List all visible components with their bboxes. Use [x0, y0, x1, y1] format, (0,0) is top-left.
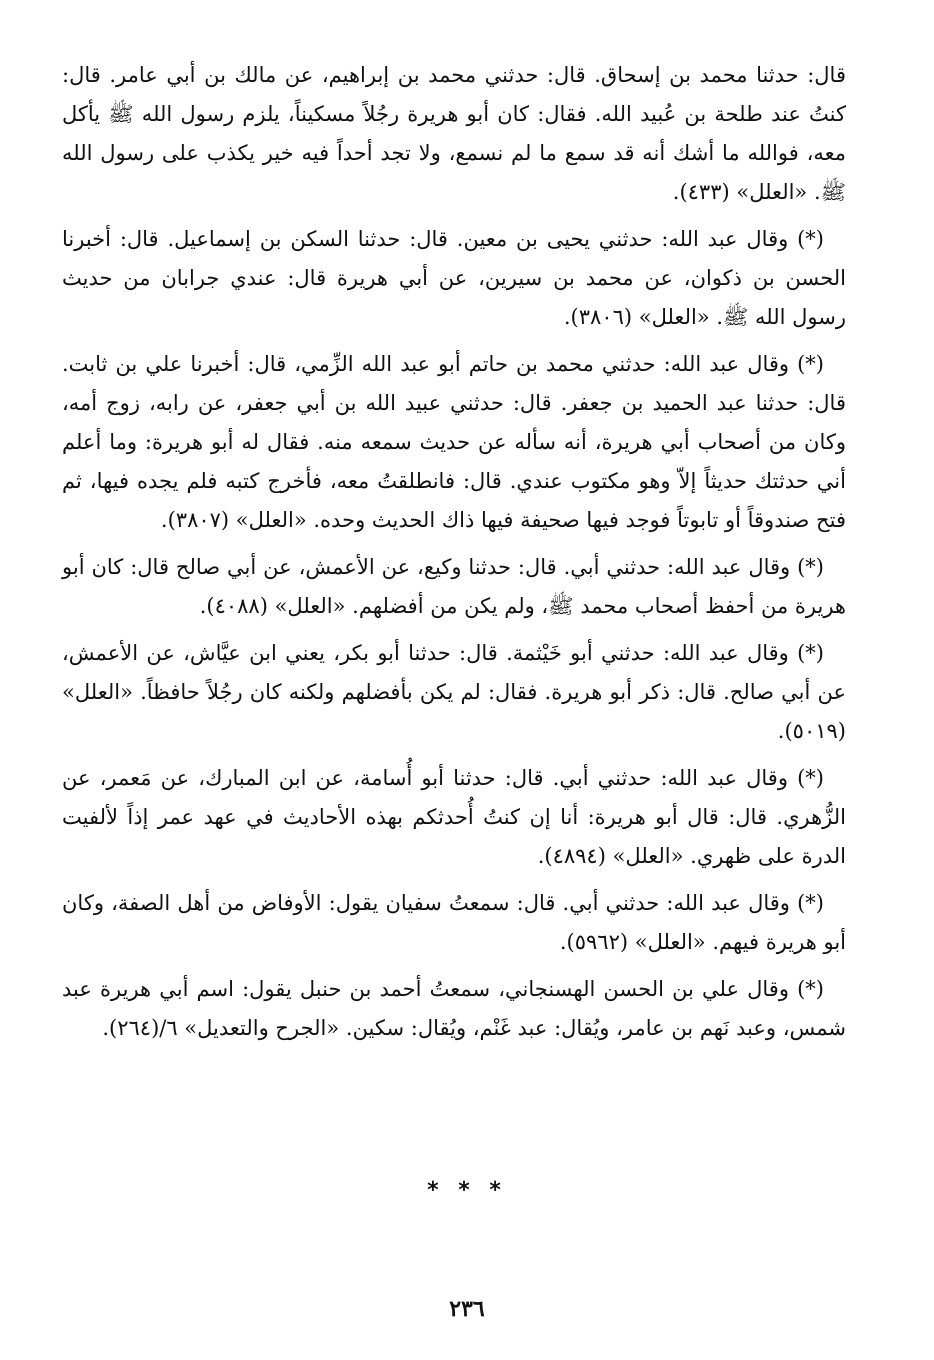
paragraph: (*) وقال عبد الله: حدثني أبي. قال: سمعتُ سفيان يقول: الأوفاض من أهل الصفة، وكان أبو هريرة فيهم. «العلل» (٥٩٦٢). [62, 891, 846, 954]
paragraph: (*) وقال عبد الله: حدثني أبو خَيْثمة. قال: حدثنا أبو بكر، يعني ابن عيَّاش، عن الأعمش، عن أبي صالح. قال: ذكر أبو هريرة. فقال: لم يكن بأفضلهم ولكنه كان رجُلاً حافظاً. «العلل» (٥٠١٩). [62, 641, 846, 743]
paragraph: (*) وقال عبد الله: حدثني أبي. قال: حدثنا أبو أُسامة، عن ابن المبارك، عن مَعمر، عن الزُّهري. قال: قال أبو هريرة: أنا إن كنتُ أُحدثكم بهذه الأحاديث في عهد عمر إذاً لألفيت الدرة على ظهري. «العلل» (٤٨٩٤). [62, 766, 846, 868]
paragraph: (*) وقال عبد الله: حدثني يحيى بن معين. قال: حدثنا السكن بن إسماعيل. قال: أخبرنا الحسن بن ذكوان، عن محمد بن سيرين، عن أبي هريرة قال: عندي جرابان من حديث رسول الله ﷺ. «العلل» (٣٨٠٦). [62, 227, 846, 329]
paragraph: (*) وقال عبد الله: حدثني محمد بن حاتم أبو عبد الله الزِّمي، قال: أخبرنا علي بن ثابت. قال: حدثنا عبد الحميد بن جعفر. قال: حدثني عبيد الله بن أبي جعفر، عن رابه، زوج أمه، وكان من أصحاب أبي هريرة، أنه سأله عن حديث سمعه منه. فقال له أبو هريرة: وما أعلم أني حدثتك حديثاً إلاّ وهو مكتوب عندي. قال: فانطلقتُ معه، فأخرج كتبه فلم يجده فيها، ثم فتح صندوقاً أو تابوتاً فوجد فيها صحيفة فيها ذاك الحديث وحده. «العلل» (٣٨٠٧). [62, 352, 846, 532]
section-ornament: * * * [427, 1178, 507, 1203]
paragraph: (*) وقال علي بن الحسن الهسنجاني، سمعتُ أحمد بن حنبل يقول: اسم أبي هريرة عبد شمس، وعبد نَهم بن عامر، ويُقال: عبد غَنْم، ويُقال: سكين. «الجرح والتعديل» ٦/(٢٦٤). [62, 977, 846, 1040]
paragraph: (*) وقال عبد الله: حدثني أبي. قال: حدثنا وكيع، عن الأعمش، عن أبي صالح قال: كان أبو هريرة من أحفظ أصحاب محمد ﷺ، ولم يكن من أفضلهم. «العلل» (٤٠٨٨). [62, 555, 846, 618]
paragraph: قال: حدثنا محمد بن إسحاق. قال: حدثني محمد بن إبراهيم، عن مالك بن أبي عامر. قال: كنتُ عند طلحة بن عُبيد الله. فقال: كان أبو هريرة رجُلاً مسكيناً، يلزم رسول الله ﷺ يأكل معه، فوالله ما أشك أنه قد سمع ما لم نسمع، ولا تجد أحداً فيه خير يكذب على رسول الله ﷺ. «العلل» (٤٣٣). [62, 63, 847, 204]
page-body [62, 56, 846, 1056]
page-number: ٢٣٦ [449, 1296, 485, 1322]
